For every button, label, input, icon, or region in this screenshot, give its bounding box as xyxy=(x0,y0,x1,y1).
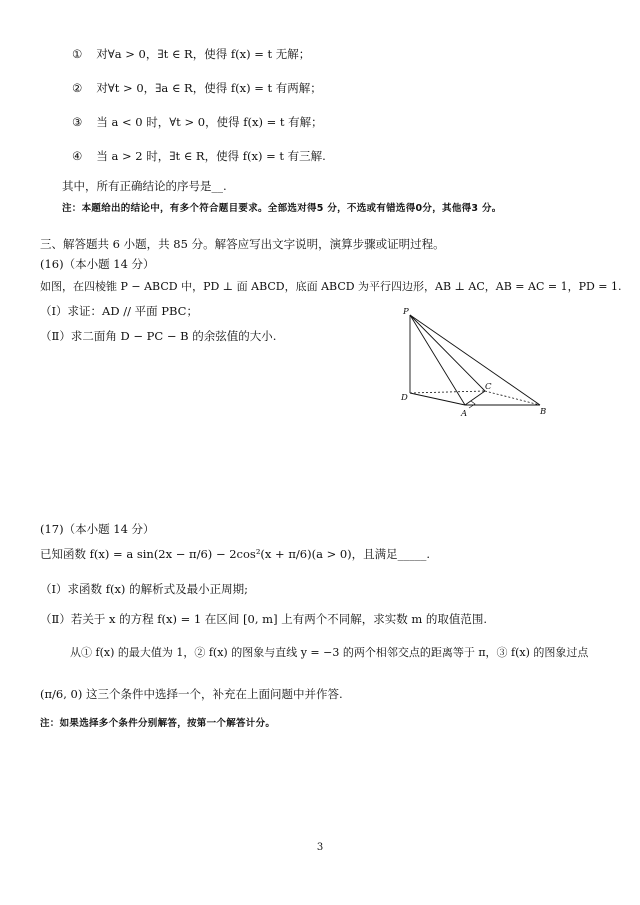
page-number: 3 xyxy=(316,842,324,853)
q17-conditions-2: (π/6, 0) 这三个条件中选择一个，补充在上面问题中并作答. xyxy=(40,687,343,701)
edge-pc xyxy=(410,315,485,391)
edge-da xyxy=(410,393,465,405)
pyramid-figure xyxy=(395,305,555,425)
question-prompt: 其中，所有正确结论的序号是__. xyxy=(62,179,227,193)
label-d: D xyxy=(401,393,408,403)
edge-pa xyxy=(410,315,465,405)
statement-3-text: 当 a < 0 时，∀t > 0，使得 f(x) = t 有解； xyxy=(96,115,323,129)
label-p: P xyxy=(403,307,409,317)
statement-2-marker: ② xyxy=(72,81,83,95)
q17-body: 已知函数 f(x) = a sin(2x − π/6) − 2cos²(x + π/6)(a > 0)，且满足_____. xyxy=(40,547,431,561)
statement-4-text: 当 a > 2 时，∃t ∈ R，使得 f(x) = t 有三解. xyxy=(96,149,326,163)
statement-1-text: 对∀a > 0，∃t ∈ R，使得 f(x) = t 无解； xyxy=(96,47,311,61)
statement-2 xyxy=(72,82,322,96)
note-15: 注：本题给出的结论中，有多个符合题目要求。全部选对得5 分，不选或有错选得0分，其他得3 分。 xyxy=(62,203,502,214)
q17-part2: （Ⅱ）若关于 x 的方程 f(x) = 1 在区间 [0, m] 上有两个不同解，求实数 m 的取值范围. xyxy=(40,612,488,626)
label-b: B xyxy=(540,407,547,417)
statement-4 xyxy=(72,150,326,164)
q17-note: 注：如果选择多个条件分别解答，按第一个解答计分。 xyxy=(40,718,276,729)
edge-ac xyxy=(465,391,485,405)
q17-part1: （Ⅰ）求函数 f(x) 的解析式及最小正周期; xyxy=(40,582,248,596)
edge-dc-hidden xyxy=(410,391,485,393)
q16-title: (16)（本小题 14 分） xyxy=(40,257,155,271)
statement-3 xyxy=(72,116,323,130)
q17-title: (17)（本小题 14 分） xyxy=(40,522,155,536)
q17-conditions-1: 从① f(x) 的最大值为 1，② f(x) 的图象与直线 y = −3 的两个相邻交点的距离等于 π，③ f(x) 的图象过点 xyxy=(70,646,589,659)
edge-cb-hidden xyxy=(485,391,540,405)
label-c: C xyxy=(485,382,492,392)
statement-1 xyxy=(72,48,310,62)
section-header: 三、解答题共 6 小题，共 85 分。解答应写出文字说明，演算步骤或证明过程。 xyxy=(40,237,445,251)
label-a: A xyxy=(461,409,468,419)
q16-body: 如图，在四棱锥 P − ABCD 中，PD ⊥ 面 ABCD，底面 ABCD 为平行四边形，AB ⊥ AC，AB = AC = 1，PD = 1. xyxy=(40,280,622,293)
statement-4-marker: ④ xyxy=(72,149,83,163)
statement-2-text: 对∀t > 0，∃a ∈ R，使得 f(x) = t 有两解； xyxy=(96,81,322,95)
statement-3-marker: ③ xyxy=(72,115,83,129)
q16-part1: （Ⅰ）求证：AD // 平面 PBC； xyxy=(40,304,198,318)
q16-part2: （Ⅱ）求二面角 D − PC − B 的余弦值的大小. xyxy=(40,329,277,343)
statement-1-marker: ① xyxy=(72,47,83,61)
